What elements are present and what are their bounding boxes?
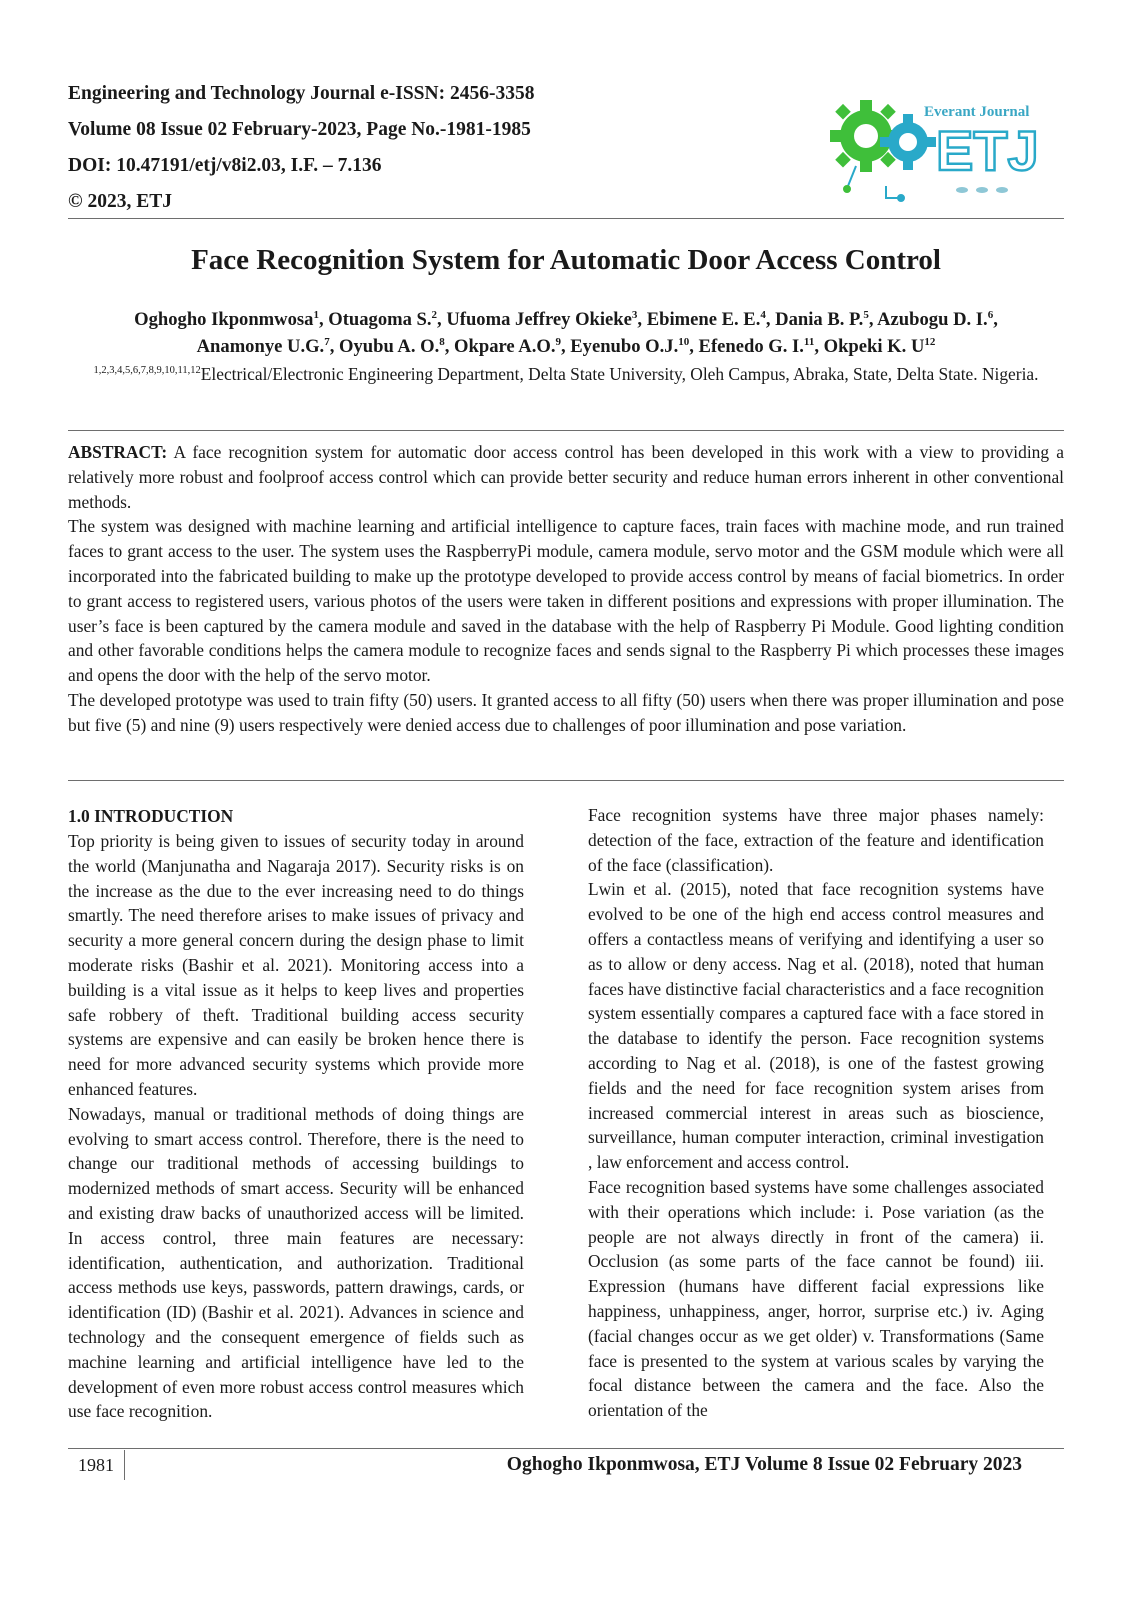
paper-title: Face Recognition System for Automatic Door Access Control [191, 244, 941, 276]
abstract-label: ABSTRACT: [68, 442, 168, 462]
author-name: Otuagoma S.$^2$, [328, 308, 447, 330]
right-column [588, 803, 1044, 1423]
journal-issn-line: Engineering and Technology Journal e-ISSN: 2456-3358 [68, 83, 535, 104]
page-number: 1981 [78, 1455, 114, 1475]
body-paragraph: Lwin et al. (2015), noted that face recognition systems have evolved to be one of the high end access control measures and offers a contactless means of verifying and identifying a user so as to allow or deny access. Nag et al. (2018), noted that human faces have distinctive facial characteristics and a face recognition system essentially compares a captured face with a face stored in the database to identify the person. Face recognition systems according to Nag et al. (2018), is one of the fastest growing fields and the need for face recognition system arises from increased commercial interest in areas such as bioscience, surveillance, human computer interaction, criminal investigation , law enforcement and access control. [588, 879, 1044, 1173]
author-name: Ebimene E. E.$^4$, [646, 308, 776, 330]
journal-copyright-line: © 2023, ETJ [68, 191, 172, 212]
etj-logo [826, 86, 1044, 206]
author-name: Ufuoma Jeffrey Okieke$^3$, [446, 308, 647, 330]
abstract-bottom-rule [68, 780, 1064, 781]
author-name: Oyubu A. O.$^8$, [339, 335, 455, 357]
journal-volume-line: Volume 08 Issue 02 February-2023, Page No.-1981-1985 [68, 119, 531, 140]
author-name: Oghogho Ikponmwosa$^1$, [134, 308, 329, 330]
author-list [60, 306, 1072, 360]
footer-separator [124, 1450, 125, 1480]
journal-doi-line: DOI: 10.47191/etj/v8i2.03, I.F. – 7.136 [68, 155, 382, 176]
abstract-paragraph: ABSTRACT: A face recognition system for automatic door access control has been developed in this work with a view to providing a relatively more robust and foolproof access control which can provide better security and reduce human errors inherent in other conventional methods. [68, 442, 1065, 512]
logo-letters: ETJ [936, 119, 1039, 182]
abstract-paragraph: The developed prototype was used to train fifty (50) users. It granted access to all fifty (50) users when there was proper illumination and pose but five (5) and nine (9) users respectively were denied access due to challenges of poor illumination and pose variation. [68, 689, 1064, 735]
body-paragraph: Face recognition systems have three major phases namely: detection of the face, extraction of the feature and identification of the face (classification). [588, 805, 1044, 875]
footer-citation: Oghogho Ikponmwosa, ETJ Volume 8 Issue 02 February 2023 [506, 1454, 1022, 1475]
author-name: Azubogu D. I.$^6$, [877, 308, 998, 330]
abstract [68, 440, 1064, 738]
author-name: Okpeki K. $U^{12}$ [823, 335, 936, 357]
body-paragraph: Face recognition based systems have some challenges associated with their operations which include: i. Pose variation (as the people are not always directly in front of the camera) ii. Occlusion (as some parts of the face cannot be found) iii. Expression (humans have different facial expressions like happiness, unhappiness, anger, horror, surprise etc.) iv. Aging (facial changes occur as we get older) v. Transformations (Same face is presented to the system at various scales by varying the focal distance between the camera and the face. Also the orientation of the [588, 1176, 1044, 1421]
author-name: Dania B. P.$^5$, [775, 308, 878, 330]
affiliation-markers: 1,2,3,4,5,6,7,8,9,10,11,12 [93, 365, 201, 377]
footer-rule [68, 1448, 1064, 1449]
abstract-top-rule [68, 430, 1064, 431]
section-heading-introduction: 1.0 INTRODUCTION [68, 806, 234, 826]
left-column [68, 803, 524, 1424]
abstract-paragraph: The system was designed with machine learning and artificial intelligence to capture faces, train faces with machine mode, and run trained faces to grant access to the user. The system uses the RaspberryPi module, camera module, servo motor and the GSM module which were all incorporated into the fabricated building to make up the prototype developed to provide access control by means of facial biometrics. In order to grant access to registered users, various photos of the users were taken in different positions and expressions with proper illumination. The user’s face is been captured by the camera module and saved in the database with the help of Raspberry Pi Module. Good lighting condition and other favorable conditions helps the camera module to recognize faces and sends signal to the Raspberry Pi which processes these images and opens the door with the help of the servo motor. [68, 516, 1064, 686]
affiliation-text: Electrical/Electronic Engineering Department, Delta State University, Oleh Campus, Abraka, State, Delta State. Nigeria. [200, 364, 1039, 384]
journal-header [68, 76, 708, 220]
header-rule [68, 218, 1064, 219]
logo-circuit-lines [844, 166, 904, 201]
author-name: Eyenubo O.J.$^{10}$, [570, 335, 699, 357]
author-name: Efenedo G. I.$^{11}$, [698, 335, 824, 357]
logo-journal-name: Everant Journal [924, 104, 1030, 120]
logo-hands-icon [956, 187, 1008, 193]
author-name: Okpare A.O.$^9$, [454, 335, 571, 357]
author-name: Anamonye U.G.$^7$, [196, 335, 339, 357]
affiliation [60, 362, 1072, 387]
body-paragraph: Top priority is being given to issues of security today in around the world (Manjunatha and Nagaraja 2017). Security risks is on the increase as the due to the ever increasing need to do things smartly. The need therefore arises to make issues of privacy and security a more general concern during the design phase to limit moderate risks (Bashir et al. 2021). Monitoring access into a building is a vital issue as it helps to keep lives and properties safe robbery of theft. Traditional building access security systems are expensive and can easily be broken hence there is need for more advanced security systems which provide more enhanced features. [68, 831, 524, 1099]
body-paragraph: Nowadays, manual or traditional methods of doing things are evolving to smart access control. Therefore, there is the need to change our traditional methods of accessing buildings to modernized methods of smart access. Security will be enhanced and existing draw backs of unauthorized access will be limited. In access control, three main features are necessary: identification, authentication, and authorization. Traditional access methods use keys, passwords, pattern drawings, cards, or identification (ID) (Bashir et al. 2021). Advances in science and technology and the consequent emergence of fields such as machine learning and artificial intelligence have led to the development of even more robust access control measures which use face recognition. [68, 1103, 524, 1422]
